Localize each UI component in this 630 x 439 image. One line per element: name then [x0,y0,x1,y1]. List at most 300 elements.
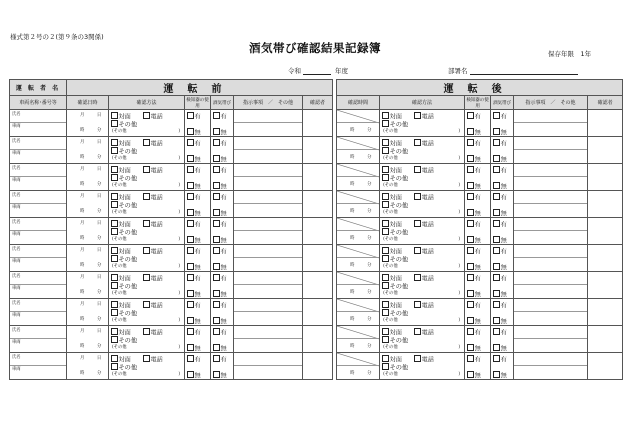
checkbox-icon [382,282,389,289]
confirmer-cell[interactable] [303,326,333,353]
after-other-note-open: (その他 [383,237,398,242]
check-datetime-cell[interactable] [67,299,109,326]
driver-vehicle-cell[interactable] [10,218,67,245]
check-datetime-cell[interactable] [67,272,109,299]
check-method-cell[interactable] [109,164,185,191]
before-detector-no-checkbox[interactable] [187,209,201,218]
after-detector-yes-checkbox[interactable] [467,301,481,310]
instructions-cell[interactable] [234,191,303,218]
instructions-cell[interactable] [234,299,303,326]
before-alcohol-yes-label: 有 [220,275,227,283]
after-alcohol-yes-checkbox[interactable] [493,193,507,202]
check-method-cell[interactable] [109,137,185,164]
after-detector-no-checkbox[interactable] [467,317,481,326]
instructions-cell[interactable] [234,326,303,353]
check-method-after-cell[interactable] [380,110,465,137]
before-detector-no-label: 無 [194,156,201,164]
after-phone-label: 電話 [421,113,434,121]
before-other-checkbox[interactable] [111,228,137,237]
before-other-label: その他 [118,337,138,345]
before-detector-no-label: 無 [194,345,201,353]
after-alcohol-no-checkbox[interactable] [493,344,507,353]
check-method-cell[interactable] [109,245,185,272]
alcohol-after-cell[interactable] [491,245,514,272]
before-detector-yes-checkbox[interactable] [187,112,201,121]
before-phone-checkbox[interactable] [143,247,163,256]
confirmer-after-cell[interactable] [588,299,623,326]
alcohol-after-cell[interactable] [491,299,514,326]
checkbox-icon [187,236,194,243]
check-method-after-cell[interactable] [380,218,465,245]
after-phone-checkbox[interactable] [414,247,434,256]
confirmer-after-cell[interactable] [588,110,623,137]
confirmer-cell[interactable] [303,299,333,326]
before-alcohol-yes-checkbox[interactable] [213,328,227,337]
alcohol-cell[interactable] [211,299,234,326]
check-datetime-cell[interactable] [67,137,109,164]
row-divider [10,230,66,231]
detector-use-cell[interactable] [185,353,211,380]
after-alcohol-no-checkbox[interactable] [493,263,507,272]
after-detector-yes-checkbox[interactable] [467,247,481,256]
checkbox-icon [111,336,118,343]
confirmer-after-cell[interactable] [588,272,623,299]
after-in-person-label: 対面 [389,221,402,229]
check-time-after-cell[interactable] [337,353,380,380]
check-datetime-cell[interactable] [67,353,109,380]
detector-use-after-cell[interactable] [465,272,491,299]
row-divider [10,176,66,177]
check-method-after-cell[interactable] [380,137,465,164]
after-detector-no-checkbox[interactable] [467,290,481,299]
detector-use-cell[interactable] [185,110,211,137]
before-other-note-open: (その他 [112,156,127,161]
driver-vehicle-cell[interactable] [10,353,67,380]
after-phone-checkbox[interactable] [414,112,434,121]
instructions-after-cell[interactable] [514,110,588,137]
detector-use-cell[interactable] [185,272,211,299]
check-datetime-cell[interactable] [67,164,109,191]
before-phone-checkbox[interactable] [143,328,163,337]
after-other-note-open: (その他 [383,264,398,269]
after-detector-no-checkbox[interactable] [467,209,481,218]
detector-use-cell[interactable] [185,299,211,326]
checkbox-icon [467,328,474,335]
checkbox-icon [187,155,194,162]
after-detector-no-checkbox[interactable] [467,263,481,272]
check-time-after-cell[interactable] [337,245,380,272]
check-method-cell[interactable] [109,191,185,218]
minute-label: 分 [367,317,372,322]
record-row [10,326,623,353]
instructions-cell[interactable] [234,137,303,164]
instructions-cell[interactable] [234,245,303,272]
after-in-person-label: 対面 [389,356,402,364]
after-phone-checkbox[interactable] [414,301,434,310]
era-year-blank[interactable] [303,74,331,75]
confirmer-after-cell[interactable] [588,218,623,245]
checkbox-icon [213,301,220,308]
before-alcohol-no-checkbox[interactable] [213,317,227,326]
check-method-after-cell[interactable] [380,191,465,218]
after-phone-checkbox[interactable] [414,274,434,283]
detector-use-after-cell[interactable] [465,326,491,353]
day-label: 日 [97,221,102,226]
check-method-after-cell[interactable] [380,326,465,353]
before-alcohol-no-checkbox[interactable] [213,263,227,272]
minute-label: 分 [97,371,102,376]
check-time-after-cell[interactable] [337,326,380,353]
checkbox-icon [382,201,389,208]
detector-use-cell[interactable] [185,245,211,272]
before-other-checkbox[interactable] [111,255,137,264]
after-alcohol-no-checkbox[interactable] [493,371,507,380]
after-alcohol-no-checkbox[interactable] [493,209,507,218]
before-phone-checkbox[interactable] [143,112,163,121]
after-other-label: その他 [389,256,409,264]
after-alcohol-yes-checkbox[interactable] [493,139,507,148]
check-method-cell[interactable] [109,272,185,299]
after-phone-checkbox[interactable] [414,328,434,337]
before-alcohol-yes-checkbox[interactable] [213,301,227,310]
confirmer-cell[interactable] [303,353,333,380]
alcohol-cell[interactable] [211,218,234,245]
before-phone-checkbox[interactable] [143,166,163,175]
check-method-cell[interactable] [109,218,185,245]
after-alcohol-yes-checkbox[interactable] [493,220,507,229]
after-alcohol-yes-checkbox[interactable] [493,247,507,256]
checkbox-icon [111,282,118,289]
after-other-note-close: ) [458,129,461,134]
vehicle-label: 車両 [12,151,21,156]
driver-name-label: 氏名 [12,274,21,279]
after-other-checkbox[interactable] [382,120,408,129]
after-alcohol-no-checkbox[interactable] [493,290,507,299]
instructions-after-cell[interactable] [514,299,588,326]
confirmer-after-cell[interactable] [588,164,623,191]
before-alcohol-yes-checkbox[interactable] [213,139,227,148]
alcohol-cell[interactable] [211,110,234,137]
after-phone-checkbox[interactable] [414,139,434,148]
month-label: 月 [80,221,85,226]
check-time-after-cell[interactable] [337,110,380,137]
before-other-checkbox[interactable] [111,174,137,183]
check-datetime-cell[interactable] [67,218,109,245]
row-divider [337,122,379,123]
after-detector-no-checkbox[interactable] [467,344,481,353]
check-method-after-cell[interactable] [380,164,465,191]
after-detector-no-checkbox[interactable] [467,128,481,137]
before-detector-yes-checkbox[interactable] [187,247,201,256]
alcohol-cell[interactable] [211,245,234,272]
detector-use-after-cell[interactable] [465,353,491,380]
instructions-after-cell[interactable] [514,245,588,272]
alcohol-after-cell[interactable] [491,191,514,218]
after-phone-checkbox[interactable] [414,355,434,364]
before-detector-no-checkbox[interactable] [187,263,201,272]
after-phone-label: 電話 [421,221,434,229]
confirmer-cell[interactable] [303,245,333,272]
minute-label: 分 [367,263,372,268]
after-alcohol-yes-checkbox[interactable] [493,301,507,310]
after-phone-checkbox[interactable] [414,166,434,175]
before-detector-yes-checkbox[interactable] [187,328,201,337]
detector-use-after-cell[interactable] [465,191,491,218]
instructions-after-cell[interactable] [514,272,588,299]
after-detector-no-checkbox[interactable] [467,155,481,164]
after-alcohol-no-checkbox[interactable] [493,155,507,164]
detector-use-cell[interactable] [185,164,211,191]
before-alcohol-yes-checkbox[interactable] [213,166,227,175]
before-other-checkbox[interactable] [111,282,137,291]
confirmer-cell[interactable] [303,218,333,245]
before-alcohol-no-checkbox[interactable] [213,182,227,191]
minute-label: 分 [367,344,372,349]
after-detector-no-checkbox[interactable] [467,182,481,191]
vehicle-label: 車両 [12,340,21,345]
driver-vehicle-cell[interactable] [10,272,67,299]
before-other-checkbox[interactable] [111,309,137,318]
before-other-checkbox[interactable] [111,120,137,129]
after-detector-no-label: 無 [474,183,481,191]
alcohol-after-cell[interactable] [491,326,514,353]
before-detector-yes-checkbox[interactable] [187,274,201,283]
alcohol-after-cell[interactable] [491,164,514,191]
confirmer-cell[interactable] [303,137,333,164]
check-time-after-cell[interactable] [337,299,380,326]
before-other-label: その他 [118,148,138,156]
detector-use-cell[interactable] [185,218,211,245]
after-detector-yes-checkbox[interactable] [467,220,481,229]
detector-use-after-cell[interactable] [465,218,491,245]
before-detector-no-checkbox[interactable] [187,236,201,245]
detector-use-after-cell[interactable] [465,299,491,326]
confirmer-cell[interactable] [303,272,333,299]
driver-vehicle-cell[interactable] [10,326,67,353]
check-method-cell[interactable] [109,110,185,137]
minute-label: 分 [367,128,372,133]
before-detector-yes-checkbox[interactable] [187,139,201,148]
after-detector-no-checkbox[interactable] [467,236,481,245]
driver-vehicle-cell[interactable] [10,137,67,164]
detector-use-cell[interactable] [185,326,211,353]
alcohol-after-cell[interactable] [491,353,514,380]
after-alcohol-yes-checkbox[interactable] [493,328,507,337]
confirmer-after-cell[interactable] [588,326,623,353]
instructions-cell[interactable] [234,272,303,299]
check-time-after-cell[interactable] [337,218,380,245]
confirmer-after-cell[interactable] [588,137,623,164]
alcohol-cell[interactable] [211,164,234,191]
check-method-after-cell[interactable] [380,299,465,326]
before-detector-yes-checkbox[interactable] [187,193,201,202]
after-other-checkbox[interactable] [382,255,408,264]
after-alcohol-yes-checkbox[interactable] [493,112,507,121]
detector-use-after-cell[interactable] [465,164,491,191]
before-phone-checkbox[interactable] [143,301,163,310]
driver-vehicle-cell[interactable] [10,110,67,137]
after-other-checkbox[interactable] [382,228,408,237]
instructions-cell[interactable] [234,110,303,137]
after-other-checkbox[interactable] [382,147,408,156]
before-phone-checkbox[interactable] [143,355,163,364]
checkbox-icon [111,247,118,254]
detector-use-cell[interactable] [185,137,211,164]
after-alcohol-no-label: 無 [500,129,507,137]
after-other-checkbox[interactable] [382,363,408,372]
alcohol-after-cell[interactable] [491,218,514,245]
confirmer-cell[interactable] [303,164,333,191]
alcohol-cell[interactable] [211,326,234,353]
before-alcohol-yes-label: 有 [220,140,227,148]
after-alcohol-no-checkbox[interactable] [493,128,507,137]
driver-vehicle-cell[interactable] [10,191,67,218]
check-method-after-cell[interactable] [380,353,465,380]
before-detector-yes-checkbox[interactable] [187,301,201,310]
check-datetime-cell[interactable] [67,110,109,137]
before-detector-no-checkbox[interactable] [187,155,201,164]
before-other-checkbox[interactable] [111,201,137,210]
after-detector-yes-checkbox[interactable] [467,193,481,202]
confirmer-after-cell[interactable] [588,191,623,218]
before-alcohol-no-checkbox[interactable] [213,290,227,299]
check-method-after-cell[interactable] [380,245,465,272]
instructions-after-cell[interactable] [514,191,588,218]
before-other-checkbox[interactable] [111,336,137,345]
after-other-checkbox[interactable] [382,282,408,291]
confirmer-cell[interactable] [303,110,333,137]
check-method-after-cell[interactable] [380,272,465,299]
after-alcohol-yes-checkbox[interactable] [493,166,507,175]
before-detector-no-checkbox[interactable] [187,317,201,326]
after-detector-yes-checkbox[interactable] [467,112,481,121]
check-method-cell[interactable] [109,299,185,326]
detector-use-after-cell[interactable] [465,137,491,164]
check-method-cell[interactable] [109,353,185,380]
before-detector-yes-checkbox[interactable] [187,355,201,364]
before-alcohol-yes-checkbox[interactable] [213,274,227,283]
before-alcohol-no-checkbox[interactable] [213,155,227,164]
detector-use-cell[interactable] [185,191,211,218]
before-alcohol-no-checkbox[interactable] [213,236,227,245]
after-phone-checkbox[interactable] [414,220,434,229]
before-alcohol-yes-checkbox[interactable] [213,355,227,364]
before-phone-checkbox[interactable] [143,193,163,202]
detector-use-after-cell[interactable] [465,110,491,137]
alcohol-cell[interactable] [211,137,234,164]
driver-vehicle-cell[interactable] [10,299,67,326]
before-alcohol-yes-checkbox[interactable] [213,193,227,202]
before-other-checkbox[interactable] [111,363,137,372]
before-alcohol-no-checkbox[interactable] [213,128,227,137]
after-other-checkbox[interactable] [382,174,408,183]
after-detector-yes-checkbox[interactable] [467,274,481,283]
checkbox-icon [382,112,389,119]
instructions-cell[interactable] [234,218,303,245]
after-in-person-label: 対面 [389,140,402,148]
before-detector-yes-checkbox[interactable] [187,220,201,229]
alcohol-after-cell[interactable] [491,110,514,137]
alcohol-cell[interactable] [211,272,234,299]
after-alcohol-no-checkbox[interactable] [493,317,507,326]
checkbox-icon [111,166,118,173]
after-detector-yes-checkbox[interactable] [467,166,481,175]
after-detector-no-checkbox[interactable] [467,371,481,380]
check-time-after-cell[interactable] [337,272,380,299]
confirmer-after-cell[interactable] [588,245,623,272]
before-alcohol-no-checkbox[interactable] [213,344,227,353]
before-detector-no-checkbox[interactable] [187,344,201,353]
before-alcohol-no-label: 無 [220,372,227,380]
alcohol-after-cell[interactable] [491,272,514,299]
after-alcohol-yes-checkbox[interactable] [493,274,507,283]
after-other-checkbox[interactable] [382,201,408,210]
department-blank[interactable] [470,74,578,75]
check-datetime-cell[interactable] [67,191,109,218]
after-detector-yes-checkbox[interactable] [467,355,481,364]
checkbox-icon [414,220,421,227]
before-phone-checkbox[interactable] [143,139,163,148]
after-detector-yes-checkbox[interactable] [467,328,481,337]
before-detector-yes-checkbox[interactable] [187,166,201,175]
alcohol-cell[interactable] [211,191,234,218]
check-datetime-cell[interactable] [67,245,109,272]
confirmer-after-cell[interactable] [588,353,623,380]
after-other-checkbox[interactable] [382,336,408,345]
after-alcohol-no-checkbox[interactable] [493,182,507,191]
after-phone-checkbox[interactable] [414,193,434,202]
before-detector-no-checkbox[interactable] [187,371,201,380]
driver-vehicle-cell[interactable] [10,245,67,272]
alcohol-cell[interactable] [211,353,234,380]
after-alcohol-yes-checkbox[interactable] [493,355,507,364]
instructions-after-cell[interactable] [514,218,588,245]
before-other-checkbox[interactable] [111,147,137,156]
check-datetime-cell[interactable] [67,326,109,353]
detector-use-after-cell[interactable] [465,245,491,272]
before-alcohol-yes-checkbox[interactable] [213,247,227,256]
instructions-after-cell[interactable] [514,326,588,353]
before-phone-checkbox[interactable] [143,274,163,283]
before-alcohol-yes-checkbox[interactable] [213,220,227,229]
driver-vehicle-cell[interactable] [10,164,67,191]
instructions-cell[interactable] [234,164,303,191]
check-time-after-cell[interactable] [337,191,380,218]
check-time-after-cell[interactable] [337,137,380,164]
before-alcohol-no-checkbox[interactable] [213,371,227,380]
row-divider [234,149,302,150]
instructions-after-cell[interactable] [514,137,588,164]
before-alcohol-yes-checkbox[interactable] [213,112,227,121]
after-other-checkbox[interactable] [382,309,408,318]
confirmer-cell[interactable] [303,191,333,218]
instructions-cell[interactable] [234,353,303,380]
after-detector-yes-checkbox[interactable] [467,139,481,148]
before-detector-no-checkbox[interactable] [187,182,201,191]
check-time-after-cell[interactable] [337,164,380,191]
alcohol-after-cell[interactable] [491,137,514,164]
after-alcohol-no-checkbox[interactable] [493,236,507,245]
before-alcohol-no-checkbox[interactable] [213,209,227,218]
instructions-after-cell[interactable] [514,353,588,380]
form-number: 様式第２号の２(第９条の3関係) [10,33,104,41]
before-detector-no-checkbox[interactable] [187,290,201,299]
before-detector-no-checkbox[interactable] [187,128,201,137]
check-method-cell[interactable] [109,326,185,353]
instructions-after-cell[interactable] [514,164,588,191]
after-other-note-close: ) [458,291,461,296]
before-phone-checkbox[interactable] [143,220,163,229]
